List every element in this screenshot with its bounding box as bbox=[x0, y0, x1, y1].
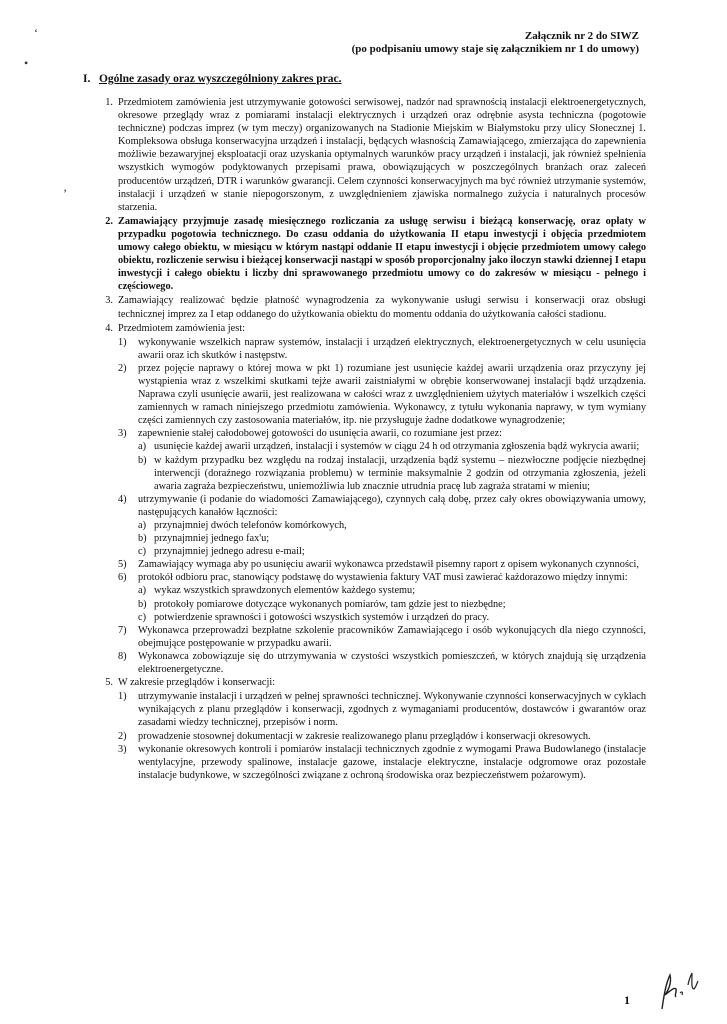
margin-mark: ’ bbox=[63, 186, 67, 200]
attachment-header bbox=[352, 30, 639, 56]
sub-sub-item-letter: c) bbox=[138, 611, 146, 623]
item-number: 3. bbox=[105, 295, 113, 307]
sub-item-text: wykonanie okresowych kontroli i pomiarów instalacji technicznych zgodnie z wymogami Prawa Budowlanego (instalacje wentylacyjne, przewody spalinowe, instalacje gazowe, instalacje elektryczne, instalacje odgromowe oraz pozostałe instalacje budynkowe, w szczególności związane z ochroną środowiska oraz bezpieczeństwem pożarowym). bbox=[138, 743, 646, 781]
sub-item bbox=[118, 730, 646, 743]
sub-sub-item-text: wykaz wszystkich sprawdzonych elementów każdego systemu; bbox=[154, 585, 416, 597]
sub-sub-item bbox=[138, 454, 646, 493]
item4-sublist bbox=[86, 336, 646, 676]
sub-item bbox=[118, 690, 646, 729]
item-text: Przedmiotem zamówienia jest utrzymywanie gotowości serwisowej, nadzór nad sprawnością instalacji elektroenergetycznych, okresowe przeglądy wraz z pomiarami instalacji elektrycznych i urządzeń oraz odrębnie asysta techniczna (pogotowie techniczne) podczas imprez (w tym meczy) organizowanych na Stadionie Miejskim w Białymstoku przy ulicy Słonecznej 1. Kompleksowa obsługa konserwacyjna urządzeń i instalacji, będących własnością Zamawiającego, zmierzająca do zapewnienia możliwie bezawaryjnej eksploatacji oraz uzyskania optymalnych warunków pracy urządzeń i instalacji, jak również spełnienia wszystkich wymogów podyktowanych przepisami prawa, obowiązujących w poszczególnych branżach oraz zaleceń producentów urządzeń, DTR i warunków gwarancji. Celem czynności konserwacyjnych ma być również utrzymanie systemów, instalacji i urządzeń w stanie niepogorszonym, z uwzględnieniem zjawiska normalnego zużycia i naturalnych procesów starzenia. bbox=[118, 97, 646, 213]
sub-sub-item bbox=[138, 532, 646, 545]
page-number: 1 bbox=[624, 993, 630, 1007]
sub-item-text: Wykonawca przeprowadzi bezpłatne szkolenie pracowników Zamawiającego i osób wykonujących dla niego czynności, obejmujące postępowanie w przypadku awarii. bbox=[138, 624, 646, 649]
sub-item-number: 6) bbox=[118, 572, 127, 584]
section-heading bbox=[83, 73, 342, 85]
sub-item-number: 7) bbox=[118, 624, 127, 636]
sub-sub-item-text: protokoły pomiarowe dotyczące wykonanych pomiarów, tam gdzie jest to niezbędne; bbox=[154, 598, 506, 610]
sub-sub-item-letter: b) bbox=[138, 598, 147, 610]
sub-item-text: wykonywanie wszelkich napraw systemów, instalacji i urządzeń elektrycznych, elektroenergetycznych w celu usunięcia awarii oraz ich skutków i następstw. bbox=[138, 336, 646, 361]
item-text: Zamawiający przyjmuje zasadę miesięcznego rozliczania za usługę serwisu i bieżącą konserwację, oraz opłaty w przypadku pogotowia technicznego. Do czasu oddania do użytkowania II etapu inwestycji i objęcia przedmiotem umowy całego obiektu, w miesiącu w którym nastąpi oddanie II etapu inwestycji i objęcie przedmiotem umowy całego obiektu, rozliczenie serwisu i bieżącej konserwacji nastąpi w sposób proporcjonalny jako iloczyn stawki dziennej I etapu inwestycji i całego obiektu i liczby dni sprawowanego przedmiotu umowy co do zakresów w miesiącu - pełnego i częściowego. bbox=[118, 215, 647, 293]
list-item bbox=[86, 294, 646, 320]
sub-sub-item bbox=[138, 440, 646, 453]
sub-item bbox=[118, 743, 646, 782]
list-item bbox=[86, 676, 646, 689]
sub-item-text: przez pojęcie naprawy o której mowa w pkt 1) rozumiane jest usunięcie każdej awarii urządzenia oraz przyczyny jej wystąpienia wraz z wszelkimi skutkami tejże awarii zaistniałymi w obrębie konserwowanej instalacji bądź urządzenia. Naprawa czyli usunięcie awarii, jest realizowana w całości wraz z uwzględnieniem użytych materiałów i wszelkich części zamiennych w ramach niniejszego przedmiotu zamówienia. Wykonawcy, z tytułu wykonania naprawy, w tym wymiany części zamiennych czy zastosowania materiałów, itp. nie przysługuje żadne dodatkowe wynagrodzenie; bbox=[138, 362, 646, 427]
attachment-subtitle: (po podpisaniu umowy staje się załącznikiem nr 1 do umowy) bbox=[351, 43, 639, 55]
sub-item-text: prowadzenie stosownej dokumentacji w zakresie realizowanego planu przeglądów i konserwacji okresowych. bbox=[138, 730, 591, 742]
list-item bbox=[86, 322, 646, 335]
sub-item-number: 3) bbox=[118, 428, 127, 440]
sub-item-text: Wykonawca zobowiązuje się do utrzymywania w czystości wszystkich pomieszczeń, w których znajdują się urządzenia elektroenergetyczne. bbox=[138, 650, 646, 676]
section-title: Ogólne zasady oraz wyszczególniony zakres prac. bbox=[98, 73, 342, 85]
sub-sub-item-text: przynajmniej jednego adresu e-mail; bbox=[154, 546, 305, 558]
sub-item-number: 1) bbox=[118, 336, 127, 348]
sub-item bbox=[118, 624, 646, 650]
margin-dot: • bbox=[24, 56, 29, 70]
item-text: Przedmiotem zamówienia jest: bbox=[118, 322, 245, 334]
sub-sub-item-text: usunięcie każdej awarii urządzeń, instalacji i systemów w ciągu 24 h od otrzymania zgłoszenia bądź wykrycia awarii; bbox=[154, 441, 640, 453]
item-text: Zamawiający realizować będzie płatność wynagrodzenia za wykonywanie usługi serwisu i konserwacji oraz obsługi technicznej imprez za I etap oddanego do użytkowania obiektu do momentu oddania do użytkowania całości stadionu. bbox=[118, 295, 646, 320]
sub-item-number: 2) bbox=[118, 730, 127, 742]
sub-item bbox=[118, 362, 646, 427]
sub-item bbox=[118, 427, 646, 440]
item-text: W zakresie przeglądów i konserwacji: bbox=[118, 677, 276, 689]
sub-item bbox=[118, 558, 646, 571]
sub-sub-item-letter: b) bbox=[138, 533, 147, 545]
list-item bbox=[86, 215, 646, 294]
margin-mark: ‘ bbox=[34, 26, 38, 40]
sub-sub-item bbox=[138, 545, 646, 558]
sub-item-number: 5) bbox=[118, 559, 127, 571]
sub-item bbox=[118, 571, 646, 584]
sub-sub-item-letter: a) bbox=[138, 585, 146, 597]
sub-item-text: utrzymywanie instalacji i urządzeń w pełnej sprawności technicznej. Wykonywanie czynności konserwacyjnych w cyklach wynikających z planu przeglądów i konserwacji, zgodnych z wymaganiami producentów, dostawców i gwarantów oraz zasadami wiedzy technicznej, przepisów i norm. bbox=[138, 691, 646, 729]
item-number: 4. bbox=[105, 322, 113, 334]
sub-item bbox=[118, 493, 646, 519]
item-number: 2. bbox=[105, 215, 113, 227]
item-number: 5. bbox=[105, 677, 113, 689]
sub-sub-item-letter: a) bbox=[138, 441, 146, 453]
sub-sub-item bbox=[138, 611, 646, 624]
handwritten-initials bbox=[656, 965, 704, 1013]
sub-sub-item bbox=[138, 519, 646, 532]
sub-item-text: utrzymywanie (i podanie do wiadomości Zamawiającego), czynnych całą dobę, przez cały okres obowiązywania umowy, następujących kanałów łączności: bbox=[138, 493, 646, 518]
sub-item-number: 1) bbox=[118, 691, 127, 703]
sub-item-number: 3) bbox=[118, 743, 127, 755]
sub-sub-item-text: potwierdzenie sprawności i gotowości wszystkich systemów i urządzeń do pracy. bbox=[154, 611, 490, 623]
sub-item-number: 8) bbox=[118, 650, 127, 662]
document-body bbox=[86, 96, 646, 782]
sub-sub-item-letter: a) bbox=[138, 520, 146, 531]
sub-sub-item bbox=[138, 584, 646, 597]
sub-sub-item bbox=[138, 598, 646, 611]
attachment-title: Załącznik nr 2 do SIWZ bbox=[524, 30, 639, 42]
sub-sub-item-letter: b) bbox=[138, 454, 147, 466]
sub-item bbox=[118, 650, 646, 676]
item5-sublist bbox=[86, 690, 646, 782]
sub-sub-item-letter: c) bbox=[138, 546, 146, 558]
sub-item-text: zapewnienie stałej całodobowej gotowości do usunięcia awarii, co rozumiane jest przez: bbox=[138, 428, 502, 440]
sub-item-number: 2) bbox=[118, 362, 127, 374]
sub-sub-item-text: przynajmniej jednego fax'u; bbox=[154, 533, 270, 545]
sub-item-number: 4) bbox=[118, 493, 127, 505]
sub-item-text: protokół odbioru prac, stanowiący podstawę do wystawienia faktury VAT musi zawierać każdorazowo między innymi: bbox=[138, 572, 628, 584]
sub-item bbox=[118, 336, 646, 362]
sub-item-text: Zamawiający wymaga aby po usunięciu awarii wykonawca przedstawił pisemny raport z opisem wykonanych czynności, bbox=[138, 559, 639, 571]
item-number: 1. bbox=[105, 97, 113, 108]
sub-sub-item-text: przynajmniej dwóch telefonów komórkowych, bbox=[154, 520, 347, 531]
list-item bbox=[86, 96, 646, 214]
sub-sub-item-text: w każdym przypadku bez względu na rodzaj instalacji, urządzenia bądź systemu – niezwłoczne podjęcie niezbędnej interwencji (doraźnego rozwiązania problemu) w terminie maksymalnie 2 godzin od otrzymania zgłoszenia, jeżeli awaria zagraża bezpieczeństwu, uniemożliwia lub znacznie utrudnia pracę lub zagraża stratami w mieniu; bbox=[154, 454, 646, 492]
section-number: I. bbox=[83, 73, 91, 85]
